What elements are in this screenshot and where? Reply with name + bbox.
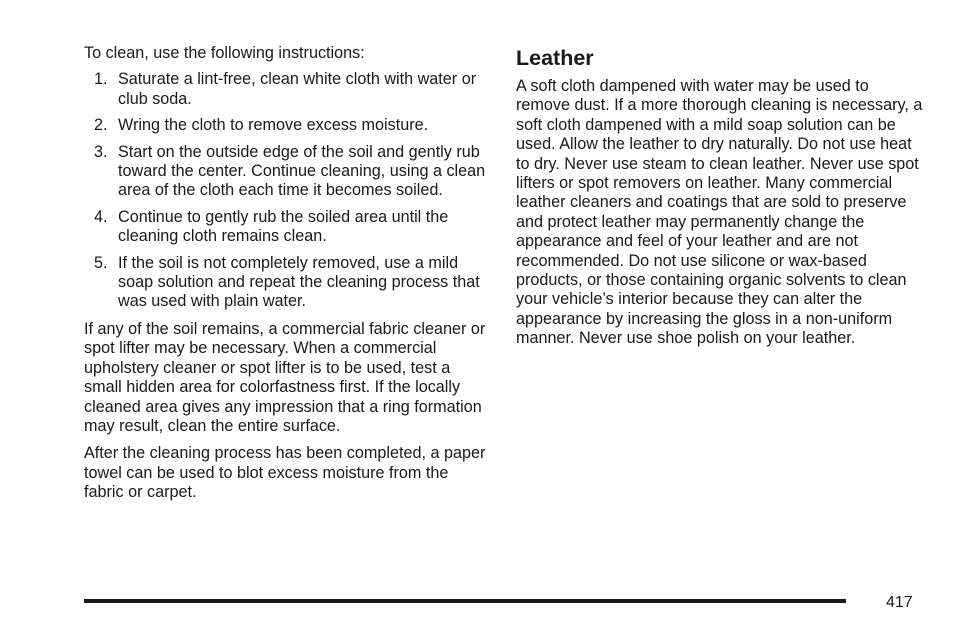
step-text: Start on the outside edge of the soil and gently rub toward the center. Continue cleaning, using a clean area of the cloth each time it becomes soiled. [118,142,486,200]
leather-paragraph: A soft cloth dampened with water may be used to remove dust. If a more thorough cleaning is necessary, a soft cloth dampened with a mild soap solution can be used. Allow the leather to dry naturally. Do not use heat to dry. Never use steam to clean leather. Never use spot lifters or spot removers on leather. Many commercial leather cleaners and coatings that are sold to preserve and protect leather may permanently change the appearance and feel of your leather and are not recommended. Do not use silicone or wax-based products, or those containing organic solvents to clean your vehicle’s interior because they can alter the appearance by increasing the gloss in a non-uniform manner. Never use shoe polish on your leather. [516,77,923,348]
soil-remains-paragraph: If any of the soil remains, a commercial fabric cleaner or spot lifter may be necessary. When a commercial upholstery cleaner or spot lifter is to be used, test a small hidden area for colorfastness first. If the locally cleaned area gives any impression that a ring formation may result, clean the entire surface. [84,319,486,435]
step-number: 5. [94,253,108,272]
after-cleaning-paragraph: After the cleaning process has been completed, a paper towel can be used to blot excess moisture from the fabric or carpet. [84,444,486,502]
cleaning-intro: To clean, use the following instructions: [84,44,365,62]
right-column [516,44,926,357]
step-text: Continue to gently rub the soiled area until the cleaning cloth remains clean. [118,207,449,246]
step-text: If the soil is not completely removed, use a mild soap solution and repeat the cleaning process that was used with plain water. [118,253,480,311]
step-number: 3. [94,142,108,161]
leather-heading: Leather [516,46,594,70]
cleaning-steps-list [84,70,492,311]
list-item [84,143,492,201]
left-column [84,44,492,511]
step-number: 4. [94,207,108,226]
step-text: Wring the cloth to remove excess moisture. [118,116,429,135]
step-number: 1. [94,70,108,89]
list-item [84,254,492,312]
step-text: Saturate a lint-free, clean white cloth with water or club soda. [118,70,477,108]
page-number: 417 [886,594,913,611]
list-item [84,116,492,135]
step-number: 2. [94,116,108,135]
list-item [84,208,492,247]
footer-rule [84,599,846,603]
list-item [84,70,492,109]
